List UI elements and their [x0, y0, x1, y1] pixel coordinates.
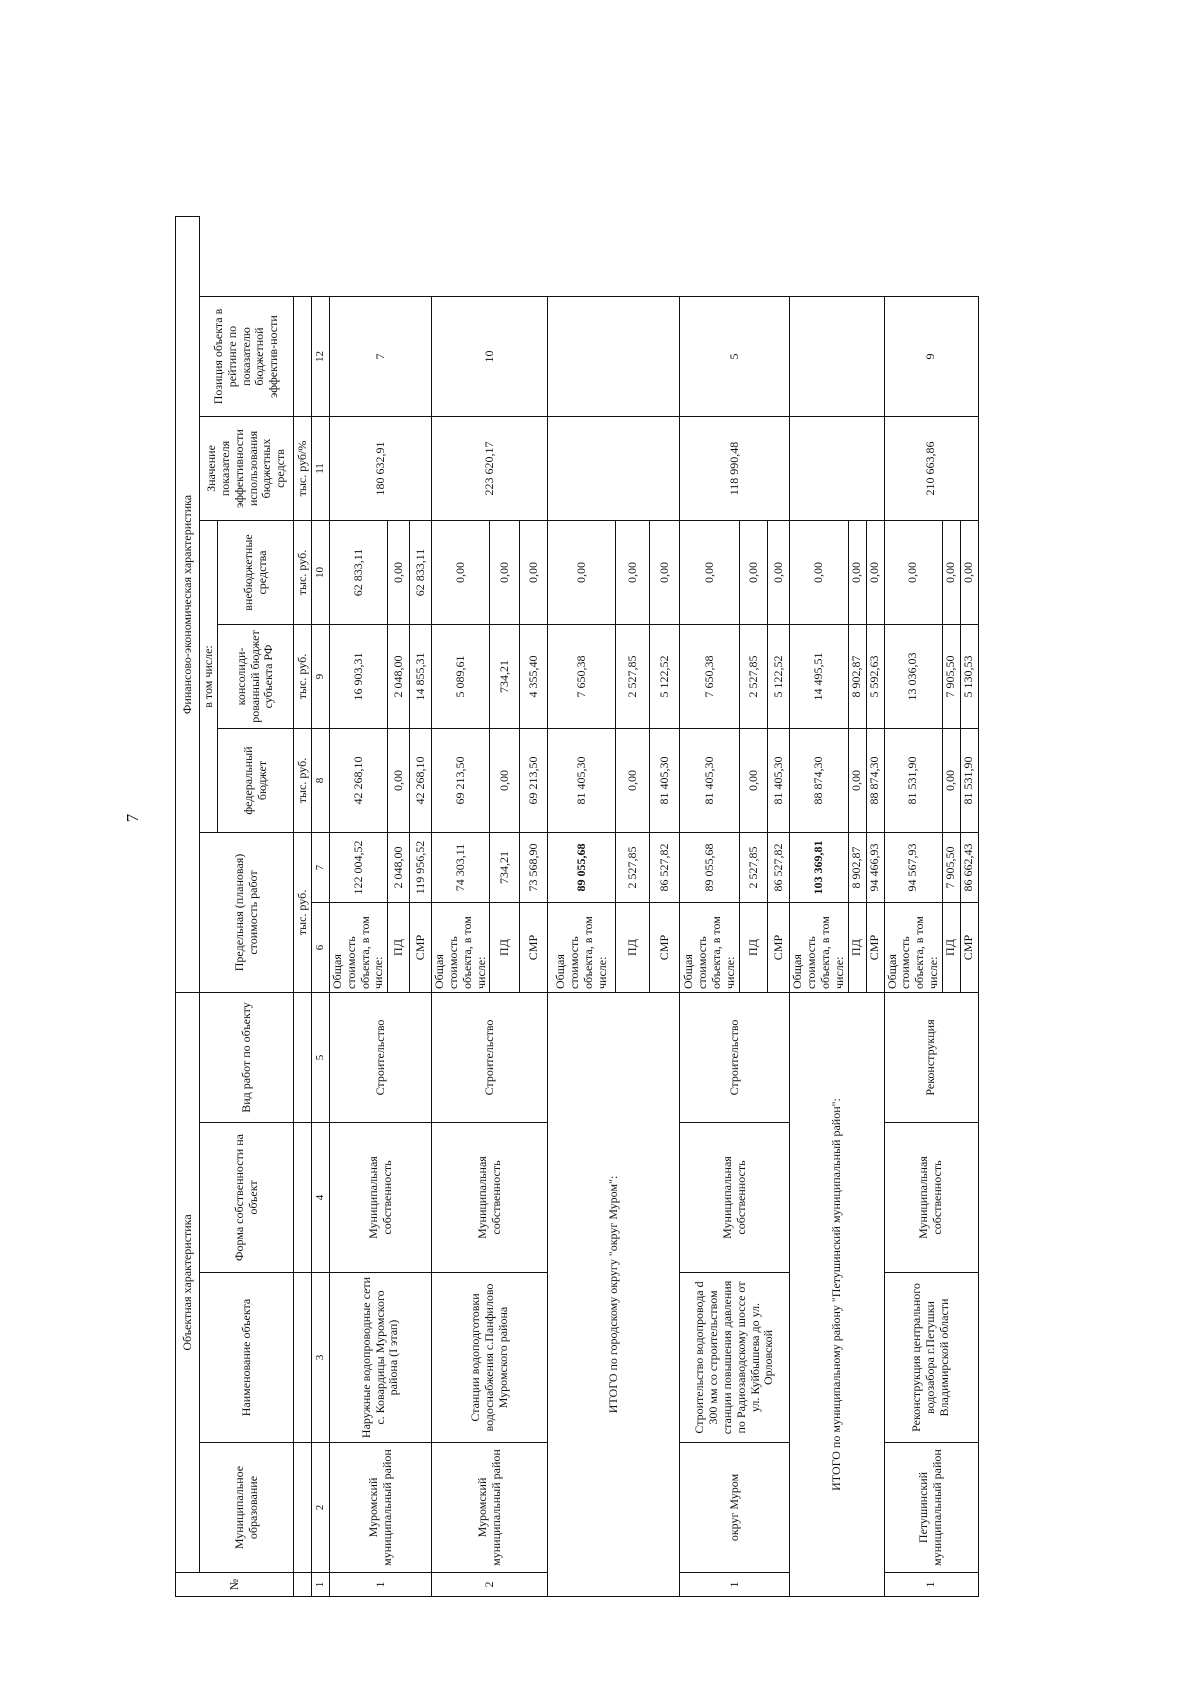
- label-smr: СМР: [650, 903, 680, 993]
- row-num: 1: [884, 1573, 978, 1597]
- header-ownership: Форма собственности на объект: [200, 1123, 294, 1273]
- efficiency-value: 223 620,17: [432, 417, 548, 521]
- ext-total: 0,00: [432, 521, 490, 625]
- subtotal-label: ИТОГО по муниципальному району "Петушинский муниципальный район":: [790, 993, 884, 1597]
- row-ownership: Муниципальная собственность: [680, 1123, 790, 1273]
- cost-pd: 2 527,85: [740, 833, 768, 903]
- rank-empty: [548, 297, 680, 417]
- ext-smr: 62 833,11: [410, 521, 432, 625]
- unit-ext: тыс. руб.: [294, 521, 312, 625]
- label-smr: СМР: [520, 903, 548, 993]
- ext-pd: 0,00: [388, 521, 410, 625]
- row-ownership: Муниципальная собственность: [330, 1123, 432, 1273]
- rank-value: 9: [884, 297, 978, 417]
- label-total: Общая стоимость объекта, в том числе:: [330, 903, 388, 993]
- efficiency-value: 118 990,48: [680, 417, 790, 521]
- row-ownership: Муниципальная собственность: [884, 1123, 978, 1273]
- ext-pd: 0,00: [740, 521, 768, 625]
- label-total: Общая стоимость объекта, в том числе:: [548, 903, 616, 993]
- reg-total: 5 089,61: [432, 625, 490, 729]
- label-pd: ПД: [942, 903, 960, 993]
- reg-pd: 2 048,00: [388, 625, 410, 729]
- table-row: [432, 126, 490, 1597]
- cost-smr: 86 527,82: [768, 833, 790, 903]
- fed-total: 81 405,30: [548, 729, 616, 833]
- reg-smr: 5 122,52: [768, 625, 790, 729]
- row-spacer: [548, 216, 680, 296]
- reg-pd: 2 527,85: [740, 625, 768, 729]
- cost-total: 89 055,68: [548, 833, 616, 903]
- ext-pd: 0,00: [848, 521, 866, 625]
- col-index: 10: [312, 521, 330, 625]
- header-municipality: Муниципальное образование: [200, 1443, 294, 1573]
- index-spacer: [312, 216, 330, 296]
- header-num: №: [176, 1573, 294, 1597]
- unit-empty: [294, 297, 312, 417]
- ext-pd: 0,00: [616, 521, 650, 625]
- header-spacer: [200, 216, 312, 296]
- row-num: 1: [680, 1573, 790, 1597]
- reg-pd: 734,21: [490, 625, 520, 729]
- col-index: 5: [312, 993, 330, 1123]
- ext-smr: 0,00: [650, 521, 680, 625]
- fed-total: 42 268,10: [330, 729, 388, 833]
- reg-smr: 5 130,53: [960, 625, 978, 729]
- row-work-type: Строительство: [680, 993, 790, 1123]
- unit-fed: тыс. руб.: [294, 729, 312, 833]
- reg-pd: 2 527,85: [616, 625, 650, 729]
- col-index: 9: [312, 625, 330, 729]
- fed-smr: 69 213,50: [520, 729, 548, 833]
- fed-smr: 88 874,30: [866, 729, 884, 833]
- fed-smr: 81 405,30: [768, 729, 790, 833]
- header-incl: в том числе:: [200, 521, 218, 833]
- header-object-characteristics: Объектная характеристика: [176, 993, 200, 1573]
- cost-total: 103 369,81: [790, 833, 848, 903]
- row-work-type: Строительство: [330, 993, 432, 1123]
- cost-smr: 86 527,82: [650, 833, 680, 903]
- fed-pd: 0,00: [942, 729, 960, 833]
- efficiency-empty: [790, 417, 884, 521]
- row-municipality: Муромский муниципальный район: [432, 1443, 548, 1573]
- efficiency-empty: [548, 417, 680, 521]
- label-total: Общая стоимость объекта, в том числе:: [790, 903, 848, 993]
- ext-total: 62 833,11: [330, 521, 388, 625]
- col-index: 8: [312, 729, 330, 833]
- fed-smr: 81 531,90: [960, 729, 978, 833]
- label-pd: ПД: [848, 903, 866, 993]
- ext-pd: 0,00: [942, 521, 960, 625]
- row-municipality: Петушинский муниципальный район: [884, 1443, 978, 1573]
- label-pd: ПД: [616, 903, 650, 993]
- col-index: 7: [312, 833, 330, 903]
- unit-spacer: [294, 126, 312, 217]
- header-efficiency: Значение показателя эффективности использования бюджетных средств: [200, 417, 294, 521]
- label-pd: ПД: [740, 903, 768, 993]
- table-body: [330, 126, 979, 1597]
- unit-empty: [294, 1273, 312, 1443]
- efficiency-value: 180 632,91: [330, 417, 432, 521]
- row-num: 1: [330, 1573, 432, 1597]
- subtotal-row: [790, 126, 848, 1597]
- cost-pd: 2 527,85: [616, 833, 650, 903]
- header-work-type: Вид работ по объекту: [200, 993, 294, 1123]
- row-ownership: Муниципальная собственность: [432, 1123, 548, 1273]
- reg-total: 13 036,03: [884, 625, 942, 729]
- cost-pd: 8 902,87: [848, 833, 866, 903]
- row-spacer: [680, 216, 790, 296]
- reg-total: 7 650,38: [548, 625, 616, 729]
- reg-smr: 4 355,40: [520, 625, 548, 729]
- fed-total: 88 874,30: [790, 729, 848, 833]
- reg-smr: 5 592,63: [866, 625, 884, 729]
- ext-total: 0,00: [680, 521, 740, 625]
- header-regional: консолиди-рованный бюджет субъекта РФ: [218, 625, 294, 729]
- unit-empty: [294, 1443, 312, 1573]
- row-spacer: [884, 216, 978, 296]
- row-object-name: Станции водоподготовки водоснабжения с.Панфилово Муромского района: [432, 1273, 548, 1443]
- subtotal-row: [548, 126, 616, 1597]
- fed-pd: 0,00: [388, 729, 410, 833]
- label-smr: СМР: [960, 903, 978, 993]
- reg-total: 16 903,31: [330, 625, 388, 729]
- unit-eff: тыс. руб/%: [294, 417, 312, 521]
- col-index: 3: [312, 1273, 330, 1443]
- label-total: Общая стоимость объекта, в том числе:: [432, 903, 490, 993]
- rank-value: 7: [330, 297, 432, 417]
- fed-pd: 0,00: [848, 729, 866, 833]
- fed-total: 81 531,90: [884, 729, 942, 833]
- ext-total: 0,00: [548, 521, 616, 625]
- fed-pd: 0,00: [740, 729, 768, 833]
- row-num: 2: [432, 1573, 548, 1597]
- table-row: [884, 126, 942, 1597]
- label-total: Общая стоимость объекта, в том числе:: [680, 903, 740, 993]
- subtotal-label: ИТОГО по городскому округу "округ Муром":: [548, 993, 680, 1597]
- cost-smr: 119 956,52: [410, 833, 432, 903]
- header-rank: Позиция объекта в рейтинге по показателю бюджетной эффектив-ности: [200, 297, 294, 417]
- row-object-name: Наружные водопроводные сети с. Ковардицы Муромского района (I этап): [330, 1273, 432, 1443]
- ext-smr: 0,00: [520, 521, 548, 625]
- fed-total: 69 213,50: [432, 729, 490, 833]
- row-municipality: Муромский муниципальный район: [330, 1443, 432, 1573]
- rank-empty: [790, 297, 884, 417]
- col-index: 4: [312, 1123, 330, 1273]
- ext-pd: 0,00: [490, 521, 520, 625]
- unit-empty: [294, 1123, 312, 1273]
- unit-empty: [294, 993, 312, 1123]
- cost-total: 94 567,93: [884, 833, 942, 903]
- col-index: 2: [312, 1443, 330, 1573]
- header-fin-econ: Финансово-экономическая характеристика: [176, 216, 200, 992]
- fed-pd: 0,00: [490, 729, 520, 833]
- reg-pd: 8 902,87: [848, 625, 866, 729]
- col-index: 12: [312, 297, 330, 417]
- ext-smr: 0,00: [960, 521, 978, 625]
- reg-pd: 7 905,50: [942, 625, 960, 729]
- cost-total: 122 004,52: [330, 833, 388, 903]
- cost-smr: 86 662,43: [960, 833, 978, 903]
- header-extrabudget: внебюджетные средства: [218, 521, 294, 625]
- cost-smr: 94 466,93: [866, 833, 884, 903]
- row-work-type: Реконструкция: [884, 993, 978, 1123]
- row-municipality: округ Муром: [680, 1443, 790, 1573]
- col-index: 11: [312, 417, 330, 521]
- cost-pd: 2 048,00: [388, 833, 410, 903]
- row-spacer: [790, 216, 884, 296]
- label-smr: СМР: [866, 903, 884, 993]
- row-object-name: Строительство водопровода d 300 мм со строительством станции повышения давления по Радиозаводскому шоссе от ул. Куйбышева до ул. Орловской: [680, 1273, 790, 1443]
- label-pd: ПД: [490, 903, 520, 993]
- unit-empty: [294, 1573, 312, 1597]
- fed-smr: 81 405,30: [650, 729, 680, 833]
- label-smr: СМР: [768, 903, 790, 993]
- row-spacer: [432, 216, 548, 296]
- label-pd: ПД: [388, 903, 410, 993]
- reg-total: 7 650,38: [680, 625, 740, 729]
- col-index: 6: [312, 903, 330, 993]
- cost-pd: 7 905,50: [942, 833, 960, 903]
- table-header: [176, 126, 330, 1597]
- ext-smr: 0,00: [768, 521, 790, 625]
- table-row: [680, 126, 740, 1597]
- page-number: 7: [123, 813, 142, 823]
- rank-value: 5: [680, 297, 790, 417]
- unit-reg: тыс. руб.: [294, 625, 312, 729]
- rotated-table-container: [175, 125, 1033, 1597]
- rank-value: 10: [432, 297, 548, 417]
- efficiency-value: 210 663,86: [884, 417, 978, 521]
- reg-smr: 14 855,31: [410, 625, 432, 729]
- ext-smr: 0,00: [866, 521, 884, 625]
- unit-cost: тыс. руб.: [294, 833, 312, 993]
- label-total: Общая стоимость объекта, в том числе:: [884, 903, 942, 993]
- header-federal: федеральный бюджет: [218, 729, 294, 833]
- col-index: 1: [312, 1573, 330, 1597]
- fed-smr: 42 268,10: [410, 729, 432, 833]
- row-object-name: Реконструкция центрального водозабора г.Петушки Владимирской области: [884, 1273, 978, 1443]
- reg-total: 14 495,51: [790, 625, 848, 729]
- cost-total: 89 055,68: [680, 833, 740, 903]
- row-spacer: [330, 216, 432, 296]
- cost-pd: 734,21: [490, 833, 520, 903]
- row-work-type: Строительство: [432, 993, 548, 1123]
- fed-pd: 0,00: [616, 729, 650, 833]
- fed-total: 81 405,30: [680, 729, 740, 833]
- cost-total: 74 303,11: [432, 833, 490, 903]
- reg-smr: 5 122,52: [650, 625, 680, 729]
- ext-total: 0,00: [884, 521, 942, 625]
- header-max-cost: Предельная (плановая) стоимость работ: [200, 833, 294, 993]
- investment-table: [175, 125, 979, 1597]
- table-row: [330, 126, 388, 1597]
- header-object-name: Наименование объекта: [200, 1273, 294, 1443]
- ext-total: 0,00: [790, 521, 848, 625]
- cost-smr: 73 568,90: [520, 833, 548, 903]
- label-smr: СМР: [410, 903, 432, 993]
